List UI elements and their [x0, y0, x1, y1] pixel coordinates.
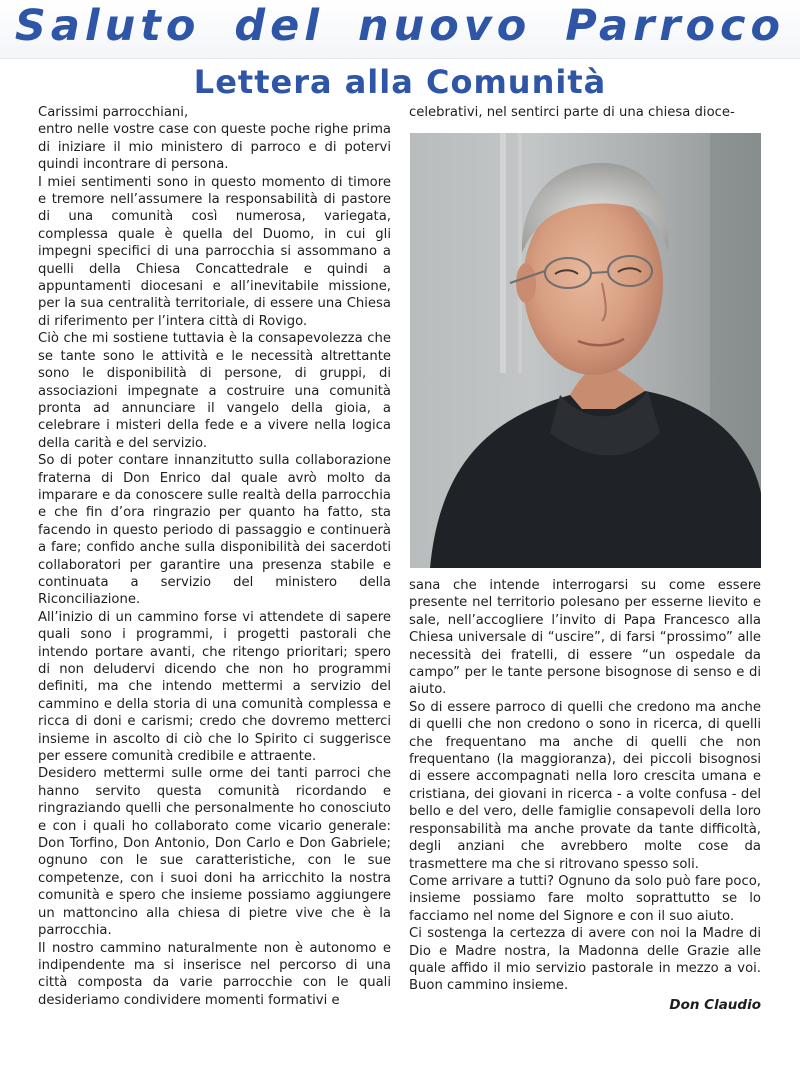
page-title: Saluto del nuovo Parroco [14, 1, 786, 51]
letter-column-left [38, 104, 391, 1009]
signature: Don Claudio [669, 997, 761, 1013]
letter-paragraph: Il nostro cammino naturalmente non è autonomo e indipendente ma si inserisce nel percorso di una città composta da varie parrocchie con le quali desideriamo condividere momenti formativi e [38, 940, 391, 1008]
page-subtitle: Lettera alla Comunità [193, 63, 607, 101]
letter-paragraph: Desidero mettermi sulle orme dei tanti parroci che hanno servito questa comunità ricordando e ringraziando quelli che personalmente ho conosciuto e con i quali ho collaborato come vicario generale: Don Torfino, Don Antonio, Don Carlo e Don Gabriele; ognuno con le sue caratteristiche, con le sue competenze, con i suoi doni ha arricchito la nostra comunità e spero che insieme possiamo aggiungere un mattoncino alla chiesa di pietre vive che è la parrocchia. [38, 766, 391, 939]
letter-column-right-top [409, 104, 761, 121]
letter-paragraph: Come arrivare a tutti? Ognuno da solo può fare poco, insieme possiamo fare molto soprattutto se lo facciamo nel nome del Signore e con il suo aiuto. [409, 873, 761, 924]
letter-paragraph: Ciò che mi sostiene tuttavia è la consapevolezza che se tante sono le attività e le necessità altrettante sono le disponibilità di persone, di gruppi, di associazioni impegnate a costruire una comunità pronta ad annunciare il vangelo della gioia, a celebrare i misteri della fede e a vivere nella logica della carità e del servizio. [38, 331, 391, 451]
letter-paragraph: Ci sostenga la certezza di avere con noi la Madre di Dio e Madre nostra, la Madonna delle Grazie alle quale affido il mio servizio pastorale in mezzo a voi. Buon cammino insieme. [409, 926, 761, 994]
portrait-illustration [410, 133, 761, 568]
letter-paragraph: Carissimi parrocchiani, [38, 105, 189, 120]
letter-paragraph: entro nelle vostre case con queste poche righe prima di iniziare il mio ministero di parroco e di potervi quindi incontrare di persona. [38, 122, 391, 173]
letter-paragraph: I miei sentimenti sono in questo momento di timore e tremore nell’assumere la responsabilità di pastore di una comunità così numerosa, variegata, complessa quale è quella del Duomo, in cui gli impegni specifici di una parrocchia si assommano a quelli della Chiesa Concattedrale e quindi a appuntamenti diocesani e all’inevitabile missione, per la sua centralità territoriale, di essere una Chiesa di riferimento per l’intera città di Rovigo. [38, 174, 391, 329]
letter-paragraph: So di essere parroco di quelli che credono ma anche di quelli che non credono o sono in ricerca, di quelli che frequentano ma anche di quelli che non frequentano (la maggioranza), dei piccoli bisognosi di essere accompagnati nella loro crescita umana e cristiana, dei giovani in ricerca - a volte confusa - del bello e del vero, delle famiglie consapevoli della loro responsabilità ma anche provate da tante difficoltà, degli anziani che avrebbero molte cose da trasmettere ma che si ritrovano spesso soli. [409, 699, 761, 872]
letter-column-right-bottom [409, 577, 761, 995]
letter-paragraph: All’inizio di un cammino forse vi attendete di sapere quali sono i programmi, i progetti pastorali che intendo portare avanti, che ritengo prioritari; spero di non deludervi dicendo che non ho programmi definiti, ma che intendo mettermi a servizio del cammino e della storia di una comunità complessa e ricca di doni e carismi; credo che dovremo metterci insieme in ascolto di ciò che lo Spirito ci suggerisce per essere comunità credibile e attraente. [38, 609, 391, 765]
letter-paragraph: So di poter contare innanzitutto sulla collaborazione fraterna di Don Enrico dal quale avrò molto da imparare e da conoscere sulle realtà della parrocchia e che fin d’ora ringrazio per quanto ha fatto, sta facendo in questo periodo di passaggio e continuerà a fare; confido anche sulla disponibilità dei sacerdoti collaboratori per garantire una presenza stabile e continuata a servizio del ministero della Riconciliazione. [38, 453, 391, 608]
letter-paragraph: celebrativi, nel sentirci parte di una chiesa dioce- [409, 105, 735, 120]
letter-paragraph: sana che intende interrogarsi su come essere presente nel territorio polesano per esserne lievito e sale, nell’accogliere l’invito di Papa Francesco alla Chiesa universale di “uscire”, di farsi “prossimo” alle necessità dei fratelli, di essere “un ospedale da campo” per le tante persone bisognose di senso e di aiuto. [409, 578, 761, 698]
priest-portrait-photo [410, 133, 761, 568]
